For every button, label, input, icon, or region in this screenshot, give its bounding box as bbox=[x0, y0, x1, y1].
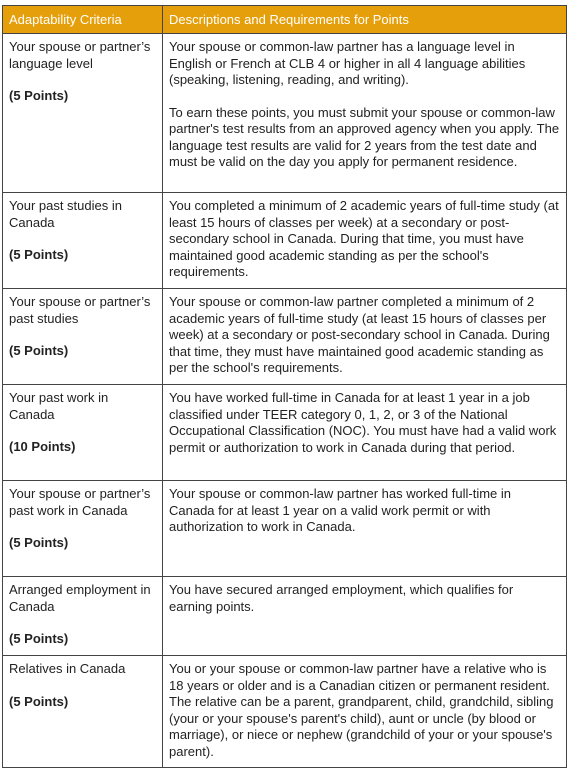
criteria-label: Your spouse or partner’s past work in Canada bbox=[9, 486, 151, 518]
description-cell bbox=[163, 577, 567, 656]
points-label: (5 Points) bbox=[9, 693, 69, 709]
table-row bbox=[3, 34, 567, 193]
table-row bbox=[3, 656, 567, 768]
adaptability-table-container bbox=[2, 5, 566, 768]
criteria-cell bbox=[3, 193, 163, 289]
adaptability-table bbox=[2, 5, 567, 768]
description-text: You have worked full-time in Canada for at least 1 year in a job classified under TEER category 0, 1, 2, or 3 of the National Occupational Classification (NOC). You must have had a valid work permit or authorization to work in Canada during that period. bbox=[169, 390, 557, 455]
table-row bbox=[3, 289, 567, 385]
description-cell bbox=[163, 193, 567, 289]
description-text: Your spouse or common-law partner has a language level in English or French at CLB 4 or higher in all 4 language abilities (speaking, listening, reading, and writing). bbox=[169, 39, 526, 87]
description-text: Your spouse or common-law partner has worked full-time in Canada for at least 1 year on a valid work permit or with authorization to work in Canada. bbox=[169, 486, 512, 534]
points-label: (5 Points) bbox=[9, 343, 69, 358]
table-row bbox=[3, 193, 567, 289]
criteria-cell bbox=[3, 481, 163, 577]
criteria-cell bbox=[3, 34, 163, 193]
points-label: (10 Points) bbox=[9, 439, 76, 454]
description-text: Your spouse or common-law partner completed a minimum of 2 academic years of full-time study (at least 15 hours of classes per week) at a secondary or post-secondary school in Canada. During that time, they must have maintained good academic standing as per the school's requirements. bbox=[169, 294, 550, 375]
description-cell bbox=[163, 385, 567, 481]
table-header-row bbox=[3, 6, 567, 34]
header-descriptions: Descriptions and Requirements for Points bbox=[163, 6, 567, 34]
points-label: (5 Points) bbox=[9, 631, 69, 646]
description-text: To earn these points, you must submit your spouse or common-law partner's test results from an approved agency when you apply. The language test results are valid for 2 years from the test date and must be valid on the day you apply for permanent residence. bbox=[169, 104, 560, 169]
description-cell bbox=[163, 656, 567, 768]
points-label: (5 Points) bbox=[9, 247, 69, 262]
header-criteria: Adaptability Criteria bbox=[3, 6, 163, 34]
criteria-label: Your past work in Canada bbox=[9, 390, 109, 422]
criteria-label: Your spouse or partner’s language level bbox=[9, 39, 151, 71]
criteria-label: Your spouse or partner’s past studies bbox=[9, 294, 151, 326]
criteria-cell bbox=[3, 656, 163, 768]
criteria-label: Relatives in Canada bbox=[9, 661, 126, 676]
criteria-cell bbox=[3, 385, 163, 481]
table-row bbox=[3, 385, 567, 481]
table-row bbox=[3, 481, 567, 577]
points-label: (5 Points) bbox=[9, 88, 69, 103]
points-label: (5 Points) bbox=[9, 535, 69, 550]
description-cell bbox=[163, 34, 567, 193]
criteria-cell bbox=[3, 577, 163, 656]
description-text: You have secured arranged employment, which qualifies for earning points. bbox=[169, 582, 514, 614]
criteria-label: Arranged employment in Canada bbox=[9, 582, 151, 614]
criteria-label: Your past studies in Canada bbox=[9, 198, 122, 230]
description-cell bbox=[163, 289, 567, 385]
description-text: You completed a minimum of 2 academic years of full-time study (at least 15 hours of classes per week) at a secondary or post-secondary school in Canada. During that time, you must have maintained good academic standing as per the school's requirements. bbox=[169, 198, 559, 279]
criteria-cell bbox=[3, 289, 163, 385]
table-row bbox=[3, 577, 567, 656]
description-cell bbox=[163, 481, 567, 577]
description-text: You or your spouse or common-law partner have a relative who is 18 years or older and is a Canadian citizen or permanent resident. The relative can be a parent, grandparent, child, grandchild, sibling (your or your spouse's parent's child), aunt or uncle (by blood or marriage), or niece or nephew (grandchild of your or your spouse's parent). bbox=[169, 661, 554, 759]
